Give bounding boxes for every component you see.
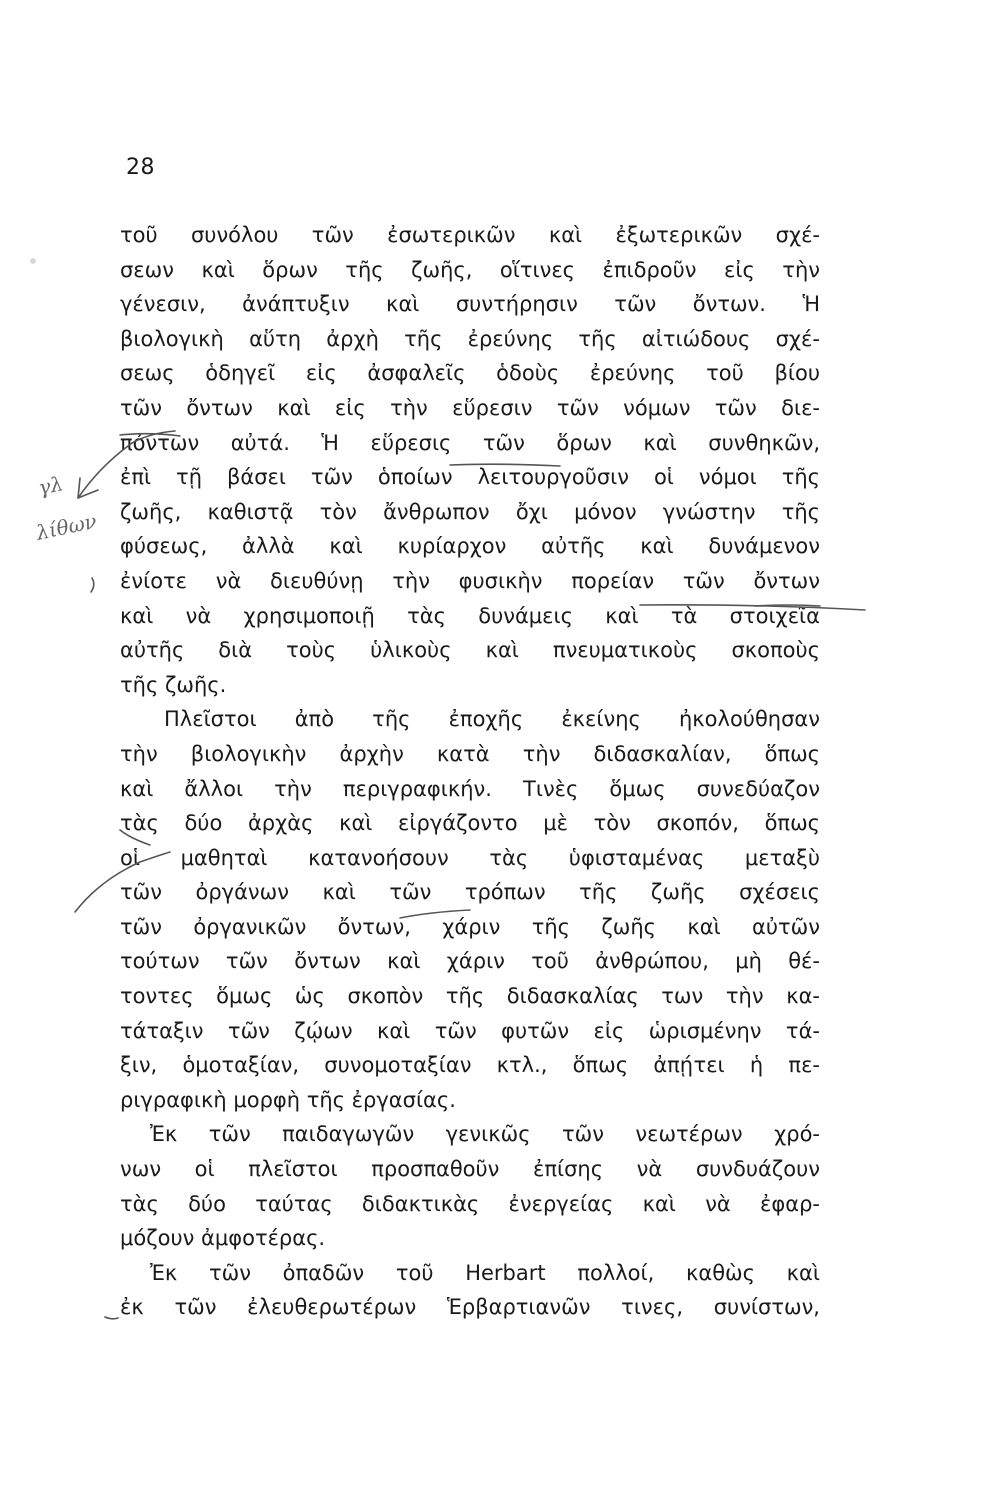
text-line: ζωῆς, καθιστᾷ τὸν ἄνθρωπον ὄχι μόνον γνώστην τῆς [120,499,820,524]
text-line: ριγραφικὴ μορφὴ τῆς ἐργασίας. [120,1087,456,1112]
margin-note-upper: γλ [36,471,66,500]
text-line: καὶ ἄλλοι τὴν περιγραφικήν. Τινὲς ὅμως συνεδύαζον [120,776,820,801]
main-text [120,218,820,1325]
text-line: νων οἱ πλεῖστοι προσπαθοῦν ἐπίσης νὰ συνδυάζουν [120,1157,820,1182]
text-line: τῆς ζωῆς. [120,672,227,697]
text-line: οἱ μαθηταὶ κατανοήσουν τὰς ὑφισταμένας μεταξὺ [120,845,820,870]
text-line: τὴν βιολογικὴν ἀρχὴν κατὰ τὴν διδασκαλίαν, ὅπως [120,741,820,766]
pencil-bracket [91,578,94,592]
text-line: Ἐκ τῶν παιδαγωγῶν γενικῶς τῶν νεωτέρων χρό- [150,1122,820,1147]
text-line: τὰς δύο ταύτας διδακτικὰς ἐνεργείας καὶ νὰ ἐφαρ- [120,1191,820,1216]
text-line: ἐνίοτε νὰ διευθύνῃ τὴν φυσικὴν πορείαν τῶν ὄντων [120,568,820,593]
text-line: τούτων τῶν ὄντων καὶ χάριν τοῦ ἀνθρώπου, μὴ θέ- [120,949,820,974]
text-line: τὰς δύο ἀρχὰς καὶ εἰργάζοντο μὲ τὸν σκοπόν, ὅπως [120,811,820,836]
text-line: φύσεως, ἀλλὰ καὶ κυρίαρχον αὐτῆς καὶ δυνάμενον [120,534,820,559]
text-line: τοῦ συνόλου τῶν ἐσωτερικῶν καὶ ἐξωτερικῶν σχέ- [120,223,820,247]
pencil-underline-7 [105,1317,118,1319]
text-line: καὶ νὰ χρησιμοποιῇ τὰς δυνάμεις καὶ τὰ στοιχεῖα [120,603,820,628]
text-line: τῶν ὀργάνων καὶ τῶν τρόπων τῆς ζωῆς σχέσεις [120,880,820,905]
text-line: πόντων αὐτά. Ἡ εὕρεσις τῶν ὅρων καὶ συνθηκῶν, [120,430,820,455]
text-line: τάταξιν τῶν ζῴων καὶ τῶν φυτῶν εἰς ὡρισμένην τά- [120,1018,820,1043]
text-line: αὐτῆς διὰ τοὺς ὑλικοὺς καὶ πνευματικοὺς σκοποὺς [120,638,820,663]
page-number: 28 [126,155,155,180]
text-line: ἐκ τῶν ἐλευθερωτέρων Ἑρβαρτιανῶν τινες, συνίστων, [120,1295,820,1320]
paper-speck [30,258,36,264]
text-line: ξιν, ὁμοταξίαν, συνομοταξίαν κτλ., ὅπως ἀπῄτει ἡ πε- [120,1053,820,1078]
text-line: μόζουν ἀμφοτέρας. [120,1226,326,1251]
text-line: βιολογικὴ αὕτη ἀρχὴ τῆς ἐρεύνης τῆς αἰτιώδους σχέ- [120,326,820,351]
text-line: σεων καὶ ὅρων τῆς ζωῆς, οἵτινες ἐπιδροῦν εἰς τὴν [120,257,820,282]
text-line: Πλεῖστοι ἀπὸ τῆς ἐποχῆς ἐκείνης ἠκολούθησαν [164,707,820,732]
margin-note-lower: λίθων [34,508,99,545]
text-line: τῶν ὀργανικῶν ὄντων, χάριν τῆς ζωῆς καὶ αὐτῶν [120,914,820,939]
text-line: ἐπὶ τῇ βάσει τῶν ὁποίων λειτουργοῦσιν οἱ νόμοι τῆς [120,465,820,490]
text-line: τῶν ὄντων καὶ εἰς τὴν εὕρεσιν τῶν νόμων τῶν διε- [120,395,820,420]
text-line: τοντες ὅμως ὡς σκοπὸν τῆς διδασκαλίας των τὴν κα- [120,984,820,1009]
pencil-arrow-head [78,478,98,498]
text-line: γένεσιν, ἀνάπτυξιν καὶ συντήρησιν τῶν ὄντων. Ἡ [120,292,820,317]
text-line: σεως ὁδηγεῖ εἰς ἀσφαλεῖς ὁδοὺς ἐρεύνης τοῦ βίου [120,361,820,386]
text-line: Ἐκ τῶν ὀπαδῶν τοῦ Herbart πολλοί, καθὼς καὶ [150,1260,820,1285]
